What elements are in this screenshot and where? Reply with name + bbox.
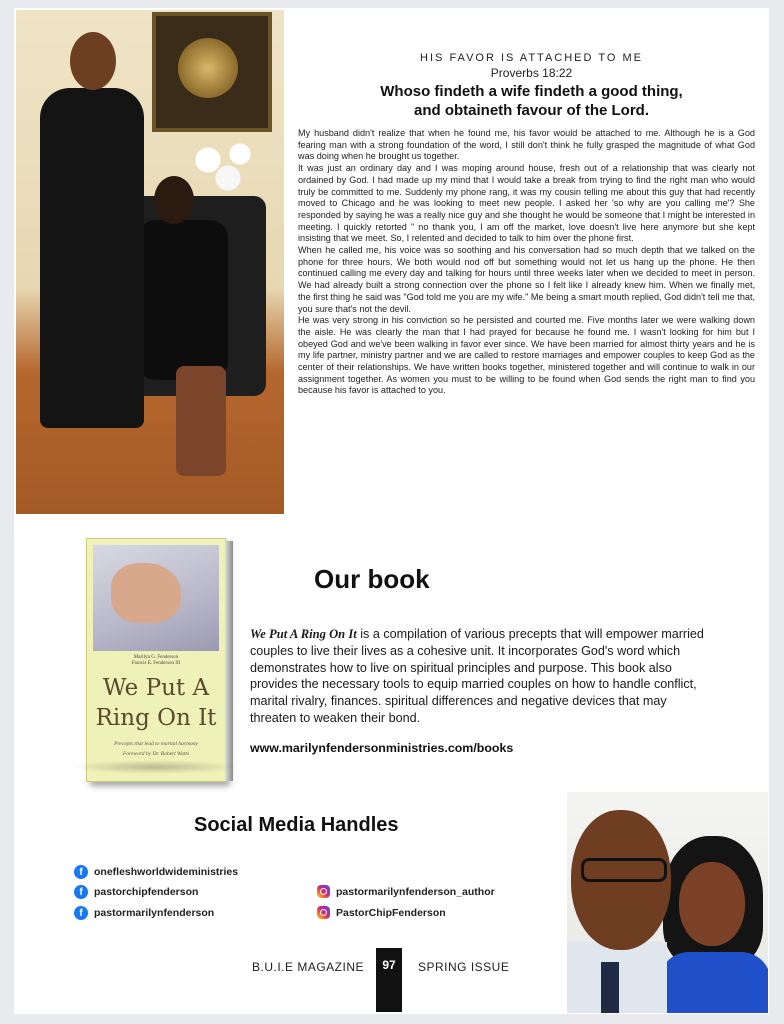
headline-line-2: and obtaineth favour of the Lord.	[414, 102, 649, 119]
book-title-line-1: We Put A	[102, 675, 210, 701]
book-website-link[interactable]: www.marilynfendersonministries.com/books	[250, 741, 514, 755]
woman-dress	[659, 952, 768, 1013]
book-title-line-2: Ring On It	[95, 705, 217, 731]
book-cover-tagline: Precepts that lead to marital harmony	[114, 741, 198, 747]
woman-face	[679, 862, 745, 946]
article-paragraph: My husband didn't realize that when he found me, his favor would be attached to me. Although he is a God fearing man with a strong foundation of the word, I still don't think he fully grasped the magnitude of what God was doing when he brought us together.	[298, 128, 755, 162]
social-handle-facebook[interactable]	[74, 865, 238, 879]
book-cover-title	[93, 673, 219, 733]
social-handle-label: pastorchipfenderson	[94, 886, 199, 898]
social-handle-instagram[interactable]	[317, 885, 495, 898]
social-handle-label: pastormarilynfenderson	[94, 907, 215, 919]
article-paragraph: He was very strong in his conviction so he persisted and courted me. Five months later we were walking down the aisle. He was clearly the man that I had prayed for because he found me. I wasn't looking for him but I obeyed God and we've been walking in favor ever since. We have been married for almost thirty years and he is my life partner, ministry partner and we are called to restore marriages and empower couples to keep God as the center of their relationships. We have written books together, ministered together and will continue to walk in our assignment together. As women you must to be willing to be found when God sends the right man to find you because his favor is attached to you.	[298, 315, 755, 396]
man-standing	[32, 30, 142, 450]
footer-magazine-name: B.U.I.E MAGAZINE	[252, 960, 365, 974]
headline-line-1: Whoso findeth a wife findeth a good thing,	[380, 83, 683, 100]
book-author-2: Francis E. Fenderson III	[131, 661, 181, 666]
magazine-page	[14, 8, 769, 1014]
article-paragraph: It was just an ordinary day and I was moping around house, fresh out of a relationship that was clearly not ordained by God. I had made up my mind that I would take a break from trying to find the right man who would truly be committed to me. Suddenly my phone rang, it was my cousin telling me about this guy that had recently moved to Chicago and he was looking to meet new people. I asked her 'so why are you calling me'? She responded by saying he was a really nice guy and she thought he would be someone that I might be interested in meeting. I quickly retorted " no thank you, I am off the market, love doesn't live here anymore but she kept insisting that we meet. So, I relented and decided to talk to him over the phone first.	[298, 163, 755, 244]
book-cover	[86, 538, 226, 782]
social-handle-facebook[interactable]	[74, 885, 198, 899]
instagram-icon	[317, 885, 330, 898]
social-handle-label: PastorChipFenderson	[336, 906, 446, 919]
book-cover-authors	[93, 655, 219, 667]
article-kicker: HIS FAVOR IS ATTACHED TO ME	[420, 52, 643, 64]
couple-photo-top	[16, 10, 284, 514]
facebook-icon: f	[74, 865, 88, 879]
social-handle-facebook[interactable]	[74, 906, 214, 920]
glasses	[581, 858, 667, 882]
book-cover-foreword: Foreword by Dr. Robert Watts	[122, 751, 190, 757]
social-handle-instagram[interactable]	[317, 906, 446, 919]
verse-reference: Proverbs 18:22	[490, 66, 573, 80]
book-description-body: is a compilation of various precepts that will empower married couples to live their lives as a cohesive unit. It incorporates God's word which demonstrates how to live on spiritual principles and purpose. This book also provides the necessary tools to equip married couples on how to handle conflict, marital rivalry, finances. spiritual differences and negative devices that may threaten to weaken their bond.	[250, 627, 704, 725]
book-cover-image	[93, 545, 219, 651]
our-book-heading: Our book	[314, 564, 430, 594]
book-author-1: Marilyn G. Fenderson	[133, 655, 179, 660]
article-headline	[314, 82, 749, 120]
man-tie	[601, 962, 619, 1013]
footer-issue: SPRING ISSUE	[418, 960, 510, 974]
social-handle-label: onefleshworldwideministries	[94, 866, 239, 878]
book-description	[250, 626, 710, 727]
instagram-icon	[317, 906, 330, 919]
woman-seated	[126, 176, 266, 476]
wall-art	[152, 12, 272, 132]
article-paragraph: When he called me, his voice was so soothing and his conversation had so much depth that we talked on the phone for three hours. We both would nod off but something would not let us hang up the phone. He then continued calling me every day and talking for hours until three weeks later when we decided to meet in person. We had already built a strong connection over the phone so I felt like I already knew him. When we finally met, the first thing he said was "God told me you are my wife." Me being a smart mouth replied, God didn't tell me that, you sure that's not the devil.	[298, 245, 755, 314]
book-spine	[225, 541, 233, 781]
facebook-icon: f	[74, 885, 88, 899]
couple-photo-bottom	[567, 792, 768, 1013]
article-body	[298, 128, 755, 397]
book-description-title: We Put A Ring On It	[250, 627, 357, 641]
book-shadow	[70, 760, 240, 774]
social-media-heading: Social Media Handles	[194, 814, 399, 836]
page-number: 97	[376, 948, 402, 1012]
social-handle-label: pastormarilynfenderson_author	[336, 885, 495, 898]
facebook-icon: f	[74, 906, 88, 920]
